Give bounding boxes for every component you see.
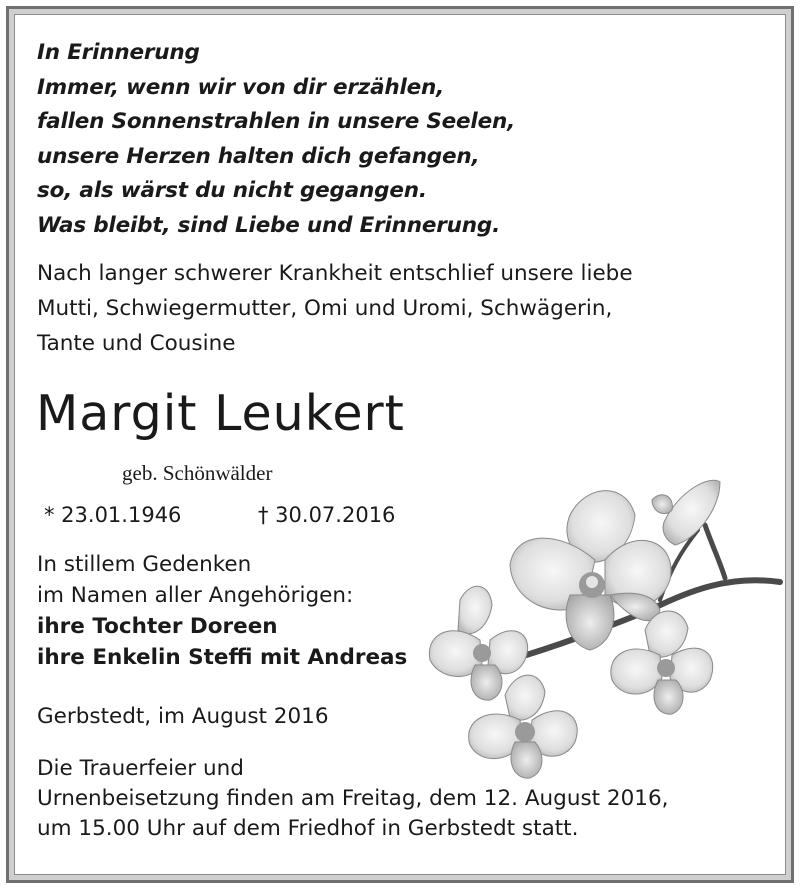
funeral-line: Die Trauerfeier und (37, 756, 244, 781)
mourners-line: im Namen aller Angehörigen: (37, 583, 354, 608)
death-date: † 30.07.2016 (258, 503, 396, 527)
funeral-line: Urnenbeisetzung finden am Freitag, dem 12. August 2016, (37, 786, 669, 811)
poem-line: Was bleibt, sind Liebe und Erinnerung. (37, 212, 501, 238)
intro-line: Tante und Cousine (37, 331, 236, 356)
place-date: Gerbstedt, im August 2016 (37, 704, 329, 729)
mourners-block (37, 549, 407, 673)
intro-line: Mutti, Schwiegermutter, Omi und Uromi, Schwägerin, (37, 296, 613, 321)
birth-date: * 23.01.1946 (44, 503, 182, 527)
deceased-name: Margit Leukert (36, 385, 405, 442)
poem-line: so, als wärst du nicht gegangen. (37, 178, 427, 203)
poem-heading: In Erinnerung (37, 40, 200, 65)
orchid-icon (420, 470, 790, 790)
intro-line: Nach langer schwerer Krankheit entschlief unsere liebe (37, 261, 633, 286)
mourners-line: In stillem Gedenken (37, 552, 252, 577)
mourner-granddaughter: ihre Enkelin Steffi mit Andreas (37, 645, 408, 670)
orchid-flower-right (611, 611, 713, 714)
poem-line: fallen Sonnenstrahlen in unsere Seelen, (37, 109, 516, 134)
funeral-line: um 15.00 Uhr auf dem Friedhof in Gerbstedt statt. (37, 816, 579, 841)
poem-line: unsere Herzen halten dich gefangen, (37, 143, 480, 169)
poem (37, 36, 515, 243)
poem-line: Immer, wenn wir von dir erzählen, (37, 74, 445, 100)
maiden-name: geb. Schönwälder (122, 461, 273, 485)
intro-text (37, 256, 633, 361)
mourner-daughter: ihre Tochter Doreen (37, 614, 278, 639)
